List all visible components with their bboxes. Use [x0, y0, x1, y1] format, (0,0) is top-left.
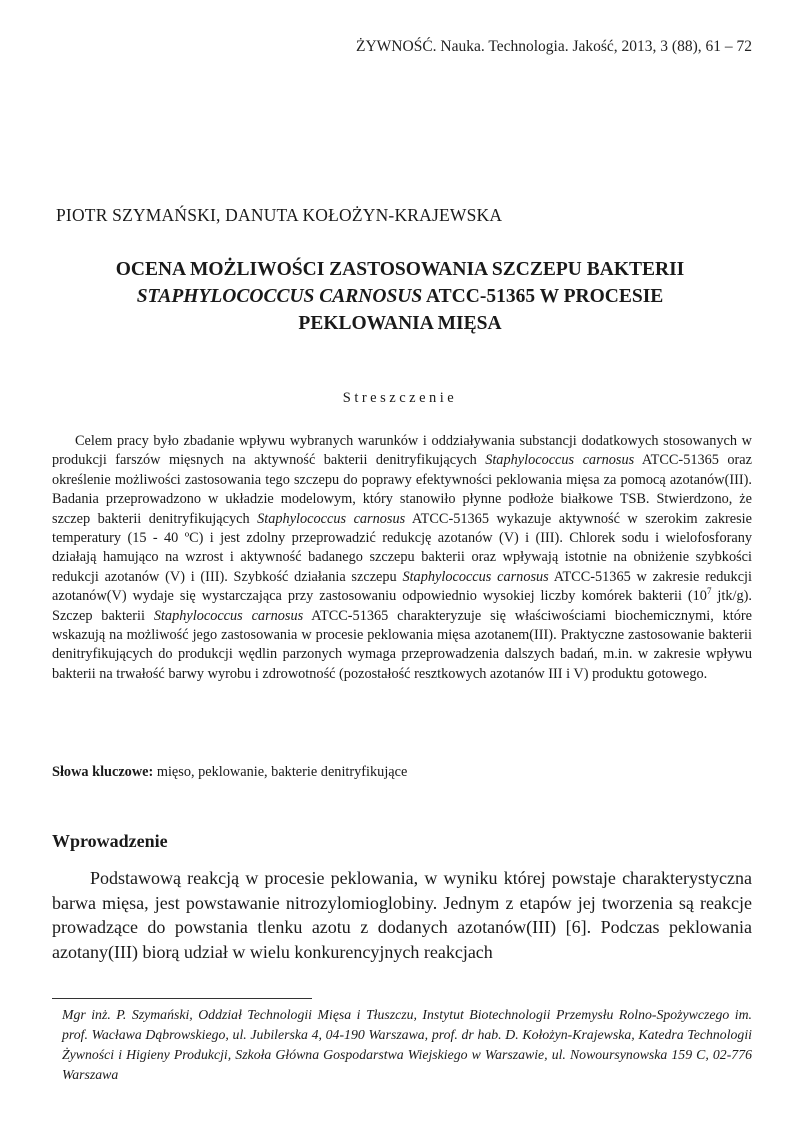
article-title [40, 256, 760, 337]
abstract-heading: Streszczenie [342, 390, 458, 406]
authors: PIOTR SZYMAŃSKI, DANUTA KOŁOŻYN-KRAJEWSKA [56, 205, 503, 225]
abstract-segment: ATCC-51365 charakteryzuje się właściwościami biochemicznymi, które wskazują na możliwość jego zastosowania w procesie peklowania mięsa azotanem(III). Praktyczne zastosowanie bakterii denitryfikujących do produkcji wędlin parzonych wymaga przeprowadzenia dalszych badań, m.in. w zakresie wpływu bakterii na trwałość barwy wyrobu i zdrowotność (pozostałość resztkowych azotanów III i V) produktu gotowego. [52, 607, 752, 682]
journal-citation: ŻYWNOŚĆ. Nauka. Technologia. Jakość, 2013, 3 (88), 61 – 72 [356, 38, 752, 55]
species-name: Staphylococcus carnosus [485, 452, 635, 469]
abstract-segment: ATCC-51365 wykazuje aktywność w szerokim zakresie temperatury (15 - 40 ºC) i jest zdolny przeprowadzić redukcję azotanów (V) i (III). Chlorek sodu i wielofosforany działają hamująco na wzrost i aktywność badanego szczepu bakterii oraz wpływają istotnie na obniżenie szybkości redukcji azotanów (V) i (III). Szybkość działania szczepu [52, 510, 752, 585]
section-heading-introduction: Wprowadzenie [52, 831, 168, 851]
keywords-label: Słowa kluczowe: [52, 764, 154, 780]
keywords-text: mięso, peklowanie, bakterie denitryfikujące [153, 764, 408, 780]
species-name: Staphylococcus carnosus [402, 568, 549, 585]
abstract-segment: Celem pracy było zbadanie wpływu wybranych warunków i oddziaływania substancji dodatkowych stosowanych w produkcji farszów mięsnych na aktywność bakterii denitryfikujących [52, 433, 752, 469]
title-species-name: STAPHYLOCOCCUS CARNOSUS [136, 286, 423, 307]
footnote-divider [52, 998, 312, 999]
introduction-text: Podstawową reakcją w procesie peklowania, w wyniku której powstaje charakterystyczna barwa mięsa, jest powstawanie nitrozylomioglobiny. Jednym z etapów jej tworzenia są reakcje prowadzące do powstania tlenku azotu z dodanych azotanów(III) [6]. Podczas peklowania azotany(III) biorą udział w wielu konkurencyjnych reakcjach [52, 868, 752, 962]
abstract-segment: ATCC-51365 oraz określenie możliwości zastosowania tego szczepu do poprawy efektywności peklowania mięsa za pomocą azotanów(III). Badania przeprowadzono w układzie modelowym, który stanowiło płynne podłoże białkowe TSB. Stwierdzono, że szczep bakterii denitryfikujących [52, 452, 752, 527]
abstract-segment: ATCC-51365 w zakresie redukcji azotanów(V) wydaje się wystarczająca przy zastosowaniu odpowiednio wysokiej liczby komórek bakterii (10 [52, 568, 752, 605]
exponent: 7 [706, 586, 712, 597]
species-name: Staphylococcus carnosus [257, 510, 406, 527]
keywords [52, 764, 752, 781]
title-line-3: PEKLOWANIA MIĘSA [298, 313, 502, 334]
title-line-1: OCENA MOŻLIWOŚCI ZASTOSOWANIA SZCZEPU BAKTERII [115, 259, 685, 280]
title-line-2 [40, 283, 760, 310]
species-name: Staphylococcus carnosus [153, 607, 304, 624]
abstract-text [52, 432, 752, 684]
author-affiliation-footnote: Mgr inż. P. Szymański, Oddział Technologii Mięsa i Tłuszczu, Instytut Biotechnologii Przemysłu Rolno-Spożywczego im. prof. Wacława Dąbrowskiego, ul. Jubilerska 4, 04-190 Warszawa, prof. dr hab. D. Kołożyn-Krajewska, Katedra Technologii Żywności i Higieny Produkcji, Szkoła Główna Gospodarstwa Wiejskiego w Warszawie, ul. Nowoursynowska 159 C, 02-776 Warszawa [62, 1007, 752, 1082]
title-line-2-rest: ATCC-51365 W PROCESIE [422, 286, 664, 307]
abstract-segment: jtk/g). Szczep bakterii [52, 588, 752, 624]
